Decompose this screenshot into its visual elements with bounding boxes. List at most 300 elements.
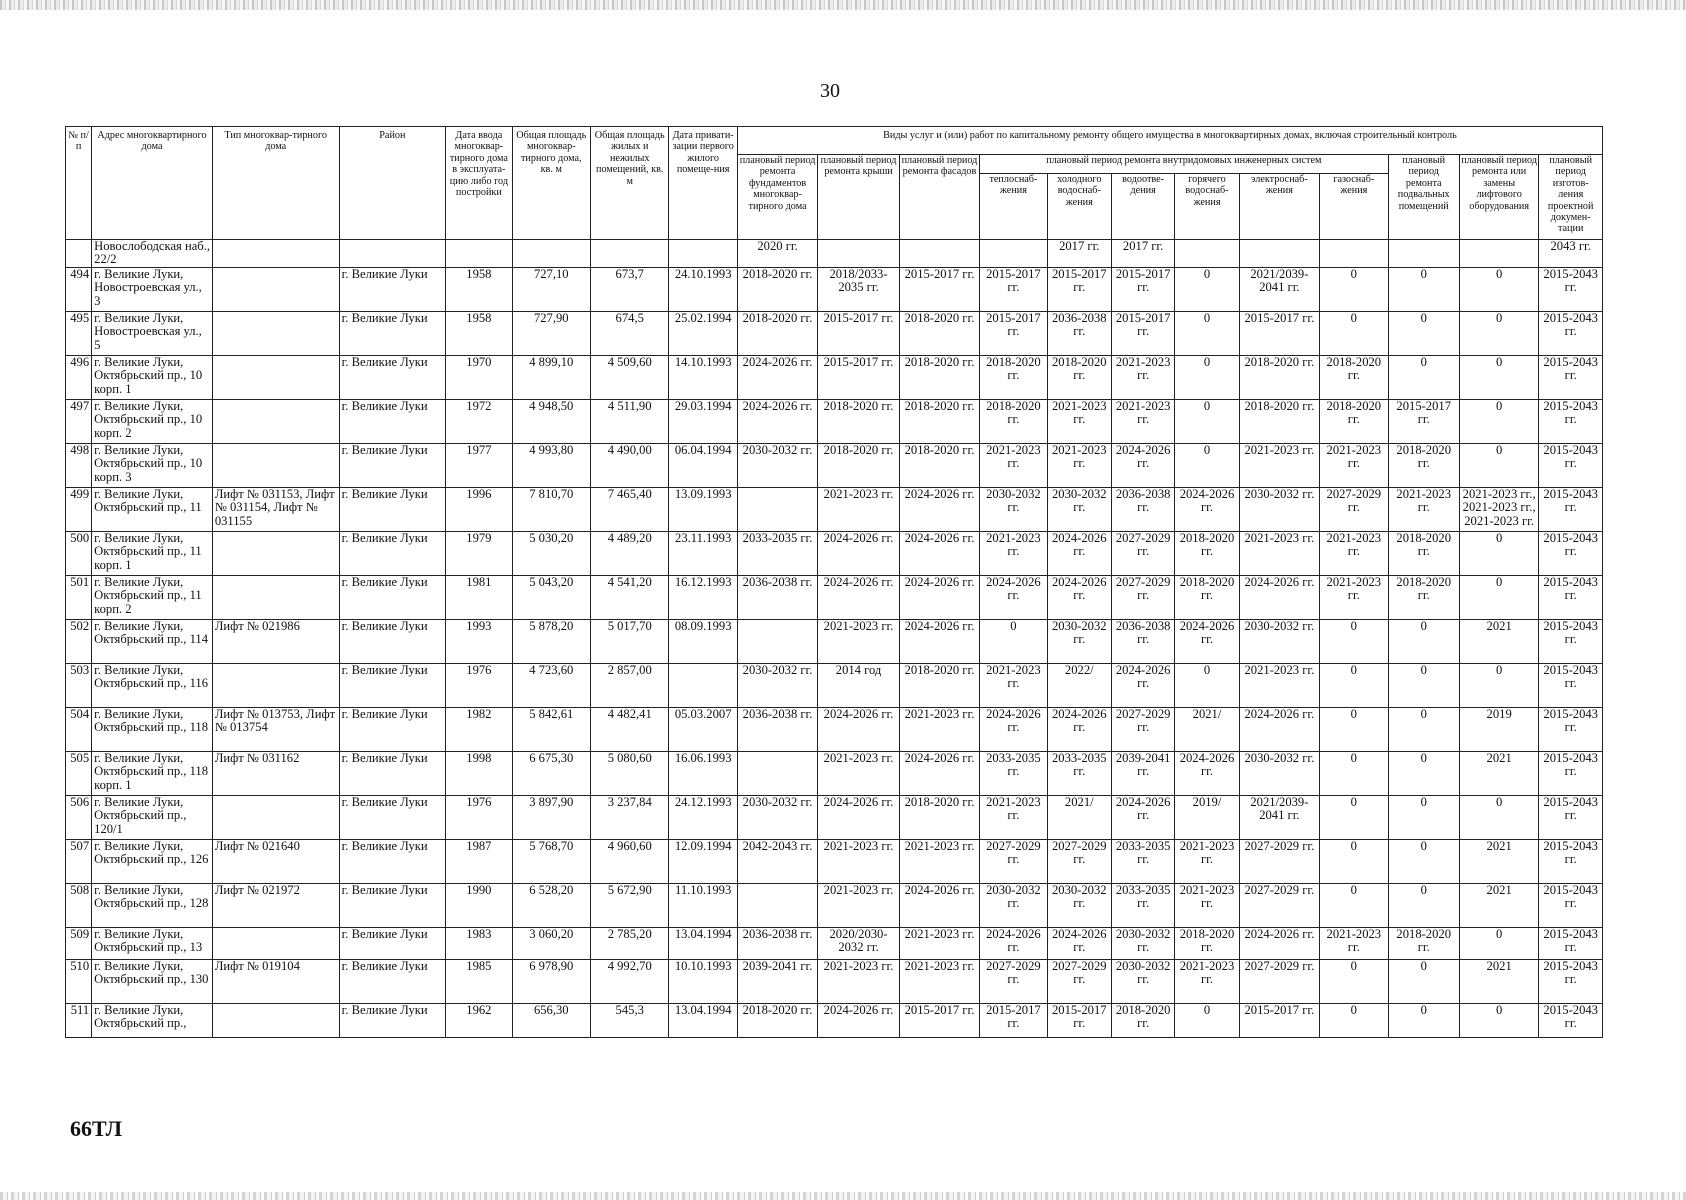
- cell-cold-water: 2030-2032 гг.: [1047, 619, 1111, 663]
- cell-elevator: 2021: [1459, 959, 1538, 1003]
- cell-privatization: 25.02.1994: [669, 311, 737, 355]
- cell-drainage: 2030-2032 гг.: [1111, 927, 1174, 959]
- cell-electricity: 2030-2032 гг.: [1239, 487, 1319, 531]
- cell-basement: 0: [1388, 751, 1459, 795]
- cell-electricity: 2018-2020 гг.: [1239, 355, 1319, 399]
- cell-cold-water: 2033-2035 гг.: [1047, 751, 1111, 795]
- cell-heating: 2021-2023 гг.: [980, 663, 1047, 707]
- table-row: [66, 883, 1603, 927]
- cell-drainage: 2018-2020 гг.: [1111, 1003, 1174, 1037]
- cell-foundation: 2042-2043 гг.: [737, 839, 817, 883]
- cell-address: г. Великие Луки, Октябрьский пр., 11 корп. 1: [92, 531, 213, 575]
- cell-living-area: 545,3: [591, 1003, 669, 1037]
- cell-roof: 2021-2023 гг.: [818, 619, 899, 663]
- header-type: Тип многоквар-тирного дома: [212, 127, 339, 240]
- cell-year: 1993: [446, 619, 512, 663]
- cell-design: 2015-2043 гг.: [1539, 531, 1603, 575]
- cell-privatization: 11.10.1993: [669, 883, 737, 927]
- cell-foundation: 2030-2032 гг.: [737, 795, 817, 839]
- header-basement: плановый период ремонта подвальных помещений: [1388, 155, 1459, 240]
- header-roof: плановый период ремонта крыши: [818, 155, 899, 240]
- cell-total-area: 5 043,20: [512, 575, 590, 619]
- cell-hot-water: [1175, 240, 1239, 268]
- cell-drainage: 2024-2026 гг.: [1111, 443, 1174, 487]
- cell-living-area: 4 511,90: [591, 399, 669, 443]
- cell-roof: 2018/2033-2035 гг.: [818, 267, 899, 311]
- cell-living-area: 4 482,41: [591, 707, 669, 751]
- cell-foundation: 2030-2032 гг.: [737, 663, 817, 707]
- cell-hot-water: 2024-2026 гг.: [1175, 487, 1239, 531]
- cell-year: 1990: [446, 883, 512, 927]
- cell-address: г. Великие Луки, Октябрьский пр., 10 корп. 3: [92, 443, 213, 487]
- cell-foundation: [737, 619, 817, 663]
- table-row: [66, 663, 1603, 707]
- cell-year: 1982: [446, 707, 512, 751]
- table-row: [66, 311, 1603, 355]
- cell-heating: 2024-2026 гг.: [980, 707, 1047, 751]
- cell-elevator: 0: [1459, 355, 1538, 399]
- cell-hot-water: 2021-2023 гг.: [1175, 959, 1239, 1003]
- cell-elevator: 2021: [1459, 883, 1538, 927]
- cell-privatization: 12.09.1994: [669, 839, 737, 883]
- cell-elevator: 2021: [1459, 619, 1538, 663]
- header-num: № п/п: [66, 127, 92, 240]
- cell-num: 506: [66, 795, 92, 839]
- cell-facade: 2015-2017 гг.: [899, 1003, 979, 1037]
- cell-design: 2015-2043 гг.: [1539, 487, 1603, 531]
- cell-total-area: 5 842,61: [512, 707, 590, 751]
- cell-cold-water: 2021-2023 гг.: [1047, 443, 1111, 487]
- cell-address: г. Великие Луки, Октябрьский пр., 11 корп. 2: [92, 575, 213, 619]
- cell-year: 1958: [446, 267, 512, 311]
- cell-hot-water: 0: [1175, 311, 1239, 355]
- table-row: [66, 575, 1603, 619]
- cell-facade: 2024-2026 гг.: [899, 531, 979, 575]
- cell-type: [212, 795, 339, 839]
- cell-privatization: 14.10.1993: [669, 355, 737, 399]
- cell-drainage: 2017 гг.: [1111, 240, 1174, 268]
- cell-living-area: 4 509,60: [591, 355, 669, 399]
- cell-design: 2015-2043 гг.: [1539, 927, 1603, 959]
- cell-design: 2043 гг.: [1539, 240, 1603, 268]
- cell-privatization: 05.03.2007: [669, 707, 737, 751]
- cell-electricity: 2027-2029 гг.: [1239, 883, 1319, 927]
- cell-electricity: 2015-2017 гг.: [1239, 311, 1319, 355]
- cell-living-area: 3 237,84: [591, 795, 669, 839]
- cell-gas: 0: [1320, 619, 1388, 663]
- cell-type: [212, 1003, 339, 1037]
- cell-hot-water: 0: [1175, 399, 1239, 443]
- header-heating: теплоснаб-жения: [980, 174, 1047, 240]
- table-row: [66, 531, 1603, 575]
- cell-living-area: 4 960,60: [591, 839, 669, 883]
- cell-privatization: 16.06.1993: [669, 751, 737, 795]
- cell-elevator: 0: [1459, 311, 1538, 355]
- cell-living-area: [591, 240, 669, 268]
- cell-roof: 2024-2026 гг.: [818, 795, 899, 839]
- cell-electricity: 2024-2026 гг.: [1239, 575, 1319, 619]
- cell-num: 505: [66, 751, 92, 795]
- cell-num: 496: [66, 355, 92, 399]
- cell-year: 1972: [446, 399, 512, 443]
- cell-total-area: 5 030,20: [512, 531, 590, 575]
- cell-roof: [818, 240, 899, 268]
- cell-gas: 0: [1320, 311, 1388, 355]
- header-hot-water: горячего водоснаб-жения: [1175, 174, 1239, 240]
- cell-hot-water: 2021-2023 гг.: [1175, 839, 1239, 883]
- header-elevator: плановый период ремонта или замены лифтового оборудования: [1459, 155, 1538, 240]
- cell-heating: 2015-2017 гг.: [980, 311, 1047, 355]
- cell-privatization: 16.12.1993: [669, 575, 737, 619]
- cell-facade: [899, 240, 979, 268]
- cell-year: 1985: [446, 959, 512, 1003]
- cell-district: г. Великие Луки: [339, 839, 446, 883]
- cell-drainage: 2021-2023 гг.: [1111, 399, 1174, 443]
- cell-total-area: [512, 240, 590, 268]
- cell-drainage: 2015-2017 гг.: [1111, 311, 1174, 355]
- cell-num: 497: [66, 399, 92, 443]
- scan-edge-top: [0, 0, 1686, 10]
- cell-cold-water: 2030-2032 гг.: [1047, 487, 1111, 531]
- table-row: [66, 927, 1603, 959]
- cell-gas: 2021-2023 гг.: [1320, 531, 1388, 575]
- cell-facade: 2021-2023 гг.: [899, 707, 979, 751]
- cell-total-area: 6 675,30: [512, 751, 590, 795]
- cell-drainage: 2030-2032 гг.: [1111, 959, 1174, 1003]
- cell-heating: [980, 240, 1047, 268]
- cell-district: г. Великие Луки: [339, 443, 446, 487]
- cell-electricity: 2030-2032 гг.: [1239, 619, 1319, 663]
- header-drainage: водоотве-дения: [1111, 174, 1174, 240]
- cell-hot-water: 2024-2026 гг.: [1175, 619, 1239, 663]
- cell-num: 500: [66, 531, 92, 575]
- cell-gas: [1320, 240, 1388, 268]
- cell-roof: 2015-2017 гг.: [818, 355, 899, 399]
- cell-basement: 2015-2017 гг.: [1388, 399, 1459, 443]
- cell-gas: 0: [1320, 839, 1388, 883]
- cell-privatization: 24.10.1993: [669, 267, 737, 311]
- cell-district: г. Великие Луки: [339, 399, 446, 443]
- cell-drainage: 2033-2035 гг.: [1111, 883, 1174, 927]
- cell-living-area: 5 080,60: [591, 751, 669, 795]
- cell-address: г. Великие Луки, Октябрьский пр., 126: [92, 839, 213, 883]
- cell-facade: 2018-2020 гг.: [899, 795, 979, 839]
- header-systems-group: плановый период ремонта внутридомовых инженерных систем: [980, 155, 1388, 174]
- cell-living-area: 4 541,20: [591, 575, 669, 619]
- cell-year: [446, 240, 512, 268]
- cell-gas: 0: [1320, 883, 1388, 927]
- table-row: [66, 839, 1603, 883]
- cell-foundation: 2033-2035 гг.: [737, 531, 817, 575]
- cell-gas: 2018-2020 гг.: [1320, 399, 1388, 443]
- cell-year: 1962: [446, 1003, 512, 1037]
- cell-basement: 0: [1388, 883, 1459, 927]
- cell-heating: 2030-2032 гг.: [980, 487, 1047, 531]
- cell-design: 2015-2043 гг.: [1539, 443, 1603, 487]
- cell-hot-water: 0: [1175, 1003, 1239, 1037]
- cell-gas: 0: [1320, 663, 1388, 707]
- cell-district: г. Великие Луки: [339, 487, 446, 531]
- cell-elevator: 0: [1459, 663, 1538, 707]
- cell-total-area: 6 978,90: [512, 959, 590, 1003]
- cell-foundation: 2018-2020 гг.: [737, 1003, 817, 1037]
- cell-foundation: [737, 487, 817, 531]
- cell-district: г. Великие Луки: [339, 795, 446, 839]
- cell-roof: 2021-2023 гг.: [818, 487, 899, 531]
- cell-roof: 2015-2017 гг.: [818, 311, 899, 355]
- cell-heating: 2030-2032 гг.: [980, 883, 1047, 927]
- cell-gas: 0: [1320, 959, 1388, 1003]
- cell-design: 2015-2043 гг.: [1539, 399, 1603, 443]
- cell-type: [212, 267, 339, 311]
- cell-basement: 0: [1388, 839, 1459, 883]
- cell-gas: 2021-2023 гг.: [1320, 443, 1388, 487]
- cell-heating: 2027-2029 гг.: [980, 959, 1047, 1003]
- cell-roof: 2024-2026 гг.: [818, 575, 899, 619]
- cell-facade: 2021-2023 гг.: [899, 839, 979, 883]
- cell-electricity: 2015-2017 гг.: [1239, 1003, 1319, 1037]
- cell-type: [212, 927, 339, 959]
- cell-cold-water: 2024-2026 гг.: [1047, 707, 1111, 751]
- cell-year: 1976: [446, 663, 512, 707]
- cell-total-area: 4 899,10: [512, 355, 590, 399]
- cell-cold-water: 2027-2029 гг.: [1047, 959, 1111, 1003]
- cell-basement: 0: [1388, 355, 1459, 399]
- cell-hot-water: 2018-2020 гг.: [1175, 575, 1239, 619]
- table-row: [66, 267, 1603, 311]
- cell-address: г. Великие Луки, Новостроевская ул., 3: [92, 267, 213, 311]
- cell-drainage: 2027-2029 гг.: [1111, 531, 1174, 575]
- cell-facade: 2024-2026 гг.: [899, 751, 979, 795]
- cell-elevator: 2021: [1459, 839, 1538, 883]
- cell-hot-water: 0: [1175, 663, 1239, 707]
- cell-num: 503: [66, 663, 92, 707]
- cell-privatization: [669, 240, 737, 268]
- header-living-area: Общая площадь жилых и нежилых помещений, кв. м: [591, 127, 669, 240]
- cell-roof: 2024-2026 гг.: [818, 1003, 899, 1037]
- cell-address: г. Великие Луки, Октябрьский пр., 11: [92, 487, 213, 531]
- page-number: 30: [820, 80, 840, 102]
- cell-basement: 0: [1388, 267, 1459, 311]
- cell-foundation: 2030-2032 гг.: [737, 443, 817, 487]
- cell-cold-water: 2015-2017 гг.: [1047, 1003, 1111, 1037]
- cell-living-area: 4 489,20: [591, 531, 669, 575]
- cell-type: Лифт № 019104: [212, 959, 339, 1003]
- cell-foundation: 2036-2038 гг.: [737, 575, 817, 619]
- housing-repair-table: [65, 126, 1603, 1038]
- cell-facade: 2021-2023 гг.: [899, 927, 979, 959]
- cell-privatization: 10.10.1993: [669, 959, 737, 1003]
- cell-basement: 0: [1388, 663, 1459, 707]
- cell-elevator: 0: [1459, 795, 1538, 839]
- cell-cold-water: 2021-2023 гг.: [1047, 399, 1111, 443]
- cell-cold-water: 2015-2017 гг.: [1047, 267, 1111, 311]
- cell-foundation: [737, 751, 817, 795]
- cell-foundation: [737, 883, 817, 927]
- cell-address: г. Великие Луки, Октябрьский пр., 118: [92, 707, 213, 751]
- cell-gas: 2027-2029 гг.: [1320, 487, 1388, 531]
- cell-elevator: 0: [1459, 927, 1538, 959]
- cell-heating: 2015-2017 гг.: [980, 1003, 1047, 1037]
- cell-cold-water: 2027-2029 гг.: [1047, 839, 1111, 883]
- cell-elevator: 0: [1459, 531, 1538, 575]
- cell-gas: 0: [1320, 795, 1388, 839]
- cell-electricity: 2021-2023 гг.: [1239, 443, 1319, 487]
- cell-address: г. Великие Луки, Октябрьский пр., 13: [92, 927, 213, 959]
- cell-roof: 2021-2023 гг.: [818, 883, 899, 927]
- cell-basement: 0: [1388, 795, 1459, 839]
- header-gas: газоснаб-жения: [1320, 174, 1388, 240]
- cell-electricity: [1239, 240, 1319, 268]
- cell-design: 2015-2043 гг.: [1539, 355, 1603, 399]
- cell-drainage: 2036-2038 гг.: [1111, 619, 1174, 663]
- cell-total-area: 6 528,20: [512, 883, 590, 927]
- cell-drainage: 2033-2035 гг.: [1111, 839, 1174, 883]
- cell-roof: 2018-2020 гг.: [818, 399, 899, 443]
- header-foundation: плановый период ремонта фундаментов многоквар-тирного дома: [737, 155, 817, 240]
- cell-type: [212, 355, 339, 399]
- cell-heating: 2024-2026 гг.: [980, 927, 1047, 959]
- cell-elevator: [1459, 240, 1538, 268]
- cell-roof: 2021-2023 гг.: [818, 751, 899, 795]
- cell-year: 1970: [446, 355, 512, 399]
- table-row: [66, 1003, 1603, 1037]
- cell-privatization: 13.04.1994: [669, 1003, 737, 1037]
- cell-total-area: 7 810,70: [512, 487, 590, 531]
- cell-num: 499: [66, 487, 92, 531]
- cell-drainage: 2015-2017 гг.: [1111, 267, 1174, 311]
- cell-basement: 0: [1388, 707, 1459, 751]
- cell-electricity: 2027-2029 гг.: [1239, 839, 1319, 883]
- cell-drainage: 2024-2026 гг.: [1111, 663, 1174, 707]
- header-address: Адрес многоквартирного дома: [92, 127, 213, 240]
- cell-num: 502: [66, 619, 92, 663]
- cell-foundation: 2020 гг.: [737, 240, 817, 268]
- cell-year: 1987: [446, 839, 512, 883]
- cell-cold-water: 2022/: [1047, 663, 1111, 707]
- cell-type: [212, 531, 339, 575]
- cell-num: 509: [66, 927, 92, 959]
- cell-design: 2015-2043 гг.: [1539, 575, 1603, 619]
- cell-roof: 2021-2023 гг.: [818, 959, 899, 1003]
- cell-address: г. Великие Луки, Октябрьский пр., 10 корп. 2: [92, 399, 213, 443]
- cell-drainage: 2027-2029 гг.: [1111, 575, 1174, 619]
- table-row: [66, 619, 1603, 663]
- cell-address: г. Великие Луки, Октябрьский пр., 130: [92, 959, 213, 1003]
- cell-facade: 2015-2017 гг.: [899, 267, 979, 311]
- cell-district: г. Великие Луки: [339, 751, 446, 795]
- cell-heating: 2018-2020 гг.: [980, 355, 1047, 399]
- cell-total-area: 3 897,90: [512, 795, 590, 839]
- cell-heating: 0: [980, 619, 1047, 663]
- cell-drainage: 2027-2029 гг.: [1111, 707, 1174, 751]
- cell-living-area: 2 857,00: [591, 663, 669, 707]
- cell-basement: [1388, 240, 1459, 268]
- cell-total-area: 5 768,70: [512, 839, 590, 883]
- cell-basement: 0: [1388, 619, 1459, 663]
- cell-total-area: 3 060,20: [512, 927, 590, 959]
- cell-foundation: 2036-2038 гг.: [737, 707, 817, 751]
- cell-privatization: 29.03.1994: [669, 399, 737, 443]
- footer-code: 66ТЛ: [70, 1116, 122, 1141]
- cell-design: 2015-2043 гг.: [1539, 883, 1603, 927]
- cell-total-area: 4 723,60: [512, 663, 590, 707]
- cell-type: Лифт № 031153, Лифт № 031154, Лифт № 031155: [212, 487, 339, 531]
- cell-design: 2015-2043 гг.: [1539, 707, 1603, 751]
- cell-total-area: 727,90: [512, 311, 590, 355]
- cell-address: г. Великие Луки, Октябрьский пр., 118 корп. 1: [92, 751, 213, 795]
- cell-year: 1981: [446, 575, 512, 619]
- cell-electricity: 2021/2039-2041 гг.: [1239, 795, 1319, 839]
- cell-type: [212, 575, 339, 619]
- cell-roof: 2024-2026 гг.: [818, 707, 899, 751]
- cell-num: 511: [66, 1003, 92, 1037]
- table-row: [66, 240, 1603, 268]
- cell-heating: 2033-2035 гг.: [980, 751, 1047, 795]
- cell-district: г. Великие Луки: [339, 707, 446, 751]
- cell-heating: 2018-2020 гг.: [980, 399, 1047, 443]
- cell-living-area: 2 785,20: [591, 927, 669, 959]
- cell-address: г. Великие Луки, Октябрьский пр., 10 корп. 1: [92, 355, 213, 399]
- cell-electricity: 2018-2020 гг.: [1239, 399, 1319, 443]
- cell-privatization: [669, 663, 737, 707]
- cell-living-area: 674,5: [591, 311, 669, 355]
- cell-design: 2015-2043 гг.: [1539, 619, 1603, 663]
- header-facade: плановый период ремонта фасадов: [899, 155, 979, 240]
- cell-cold-water: 2021/: [1047, 795, 1111, 839]
- cell-hot-water: 2018-2020 гг.: [1175, 927, 1239, 959]
- cell-elevator: 2021: [1459, 751, 1538, 795]
- cell-type: Лифт № 021972: [212, 883, 339, 927]
- cell-design: 2015-2043 гг.: [1539, 267, 1603, 311]
- cell-living-area: 673,7: [591, 267, 669, 311]
- cell-district: г. Великие Луки: [339, 311, 446, 355]
- cell-hot-water: 0: [1175, 443, 1239, 487]
- cell-cold-water: 2024-2026 гг.: [1047, 531, 1111, 575]
- cell-facade: 2024-2026 гг.: [899, 619, 979, 663]
- cell-address: г. Великие Луки, Новостроевская ул., 5: [92, 311, 213, 355]
- cell-gas: 0: [1320, 1003, 1388, 1037]
- cell-roof: 2020/2030-2032 гг.: [818, 927, 899, 959]
- cell-elevator: 0: [1459, 399, 1538, 443]
- cell-heating: 2021-2023 гг.: [980, 795, 1047, 839]
- cell-type: [212, 443, 339, 487]
- cell-living-area: 4 490,00: [591, 443, 669, 487]
- cell-year: 1983: [446, 927, 512, 959]
- cell-facade: 2018-2020 гг.: [899, 443, 979, 487]
- cell-basement: 2018-2020 гг.: [1388, 927, 1459, 959]
- cell-foundation: 2039-2041 гг.: [737, 959, 817, 1003]
- cell-heating: 2015-2017 гг.: [980, 267, 1047, 311]
- cell-basement: 2018-2020 гг.: [1388, 575, 1459, 619]
- cell-num: 498: [66, 443, 92, 487]
- cell-privatization: 13.04.1994: [669, 927, 737, 959]
- cell-heating: 2021-2023 гг.: [980, 443, 1047, 487]
- cell-gas: 2021-2023 гг.: [1320, 927, 1388, 959]
- cell-address: г. Великие Луки, Октябрьский пр.,: [92, 1003, 213, 1037]
- cell-living-area: 7 465,40: [591, 487, 669, 531]
- cell-address: г. Великие Луки, Октябрьский пр., 128: [92, 883, 213, 927]
- cell-district: г. Великие Луки: [339, 575, 446, 619]
- cell-type: [212, 663, 339, 707]
- cell-drainage: 2024-2026 гг.: [1111, 795, 1174, 839]
- cell-total-area: 5 878,20: [512, 619, 590, 663]
- cell-electricity: 2021-2023 гг.: [1239, 531, 1319, 575]
- cell-living-area: 5 017,70: [591, 619, 669, 663]
- cell-elevator: 2019: [1459, 707, 1538, 751]
- table-row: [66, 795, 1603, 839]
- cell-facade: 2018-2020 гг.: [899, 399, 979, 443]
